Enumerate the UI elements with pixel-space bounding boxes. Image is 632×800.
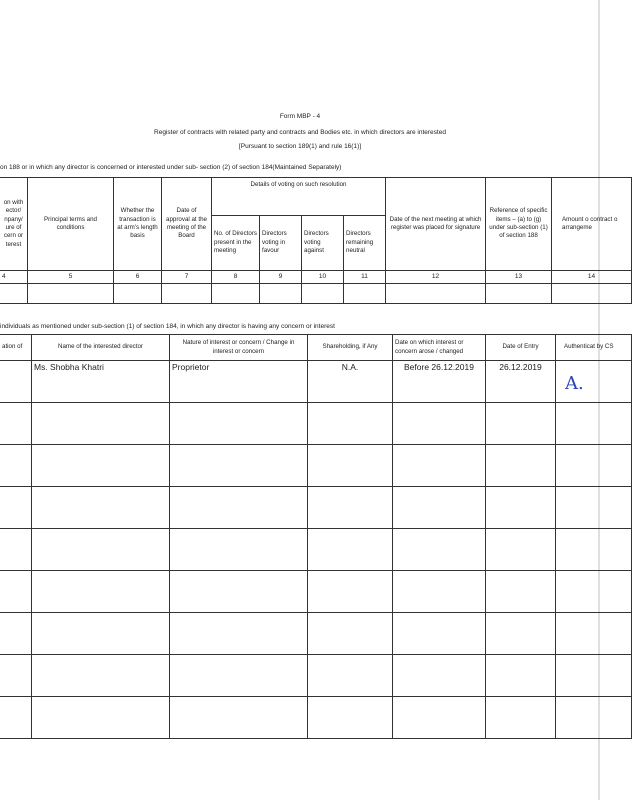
interested-directors-table	[0, 334, 632, 739]
handwritten-signature: A.	[565, 373, 584, 394]
table-row	[0, 529, 632, 571]
header-voting-details: Details of voting on such resolution	[212, 178, 386, 216]
date-of-entry-value: 26.12.2019	[486, 361, 556, 403]
column-number: 10	[302, 271, 344, 284]
header-nature-of-interest: Nature of interest or concern / Change in interest or concern	[170, 335, 308, 361]
section-reference: [Pursuant to section 189(1) and rule 16(1)]	[238, 143, 362, 150]
column-number: 6	[114, 271, 162, 284]
header-nature-of-concern: on with ector/ npany/ ure of cern or terest	[0, 178, 28, 271]
table-row	[0, 445, 632, 487]
header-location: ation of	[0, 335, 32, 361]
header-directors-against: Directors voting against	[302, 216, 344, 271]
nature-of-interest: Proprietor	[170, 361, 308, 403]
table-row	[0, 284, 632, 304]
contracts-table	[0, 177, 632, 304]
part-b-caption: individuals as mentioned under sub-section (1) of section 184, in which any director is having any concern or interest	[0, 323, 335, 330]
column-number: 9	[260, 271, 302, 284]
header-shareholding: Shareholding, if Any	[308, 335, 393, 361]
table-row	[0, 361, 632, 403]
header-interested-director: Name of the interested director	[32, 335, 170, 361]
header-directors-present: No. of Directors present in the meeting	[212, 216, 260, 271]
part-a-caption: on 188 or in which any director is concerned or interested under sub- section (2) of section 184(Maintained Separately)	[0, 164, 342, 171]
header-date-arose: Date on which interest or concern arose / changed	[393, 335, 486, 361]
column-number: 13	[486, 271, 552, 284]
shareholding-value: N.A.	[308, 361, 393, 403]
column-number: 14	[552, 271, 632, 284]
column-number: 8	[212, 271, 260, 284]
table-row	[0, 403, 632, 445]
header-next-meeting-date: Date of the next meeting at which register was placed for signature	[386, 178, 486, 271]
header-authentication: Authenticat by CS	[556, 335, 632, 361]
column-number: 4	[0, 271, 28, 284]
header-directors-neutral: Directors remaining neutral	[344, 216, 386, 271]
header-date-of-approval: Date of approval at the meeting of the Board	[162, 178, 212, 271]
column-number: 12	[386, 271, 486, 284]
header-directors-favour: Directors voting in favour	[260, 216, 302, 271]
header-reference-items: Reference of specific items – (a) to (g) under sub-section (1) of section 188	[486, 178, 552, 271]
row-location	[0, 361, 32, 403]
header-principal-terms: Principal terms and conditions	[28, 178, 114, 271]
form-number: Form MBP - 4	[279, 113, 321, 120]
header-arms-length: Whether the transaction is at arm's length basis	[114, 178, 162, 271]
column-number-row	[0, 271, 632, 284]
column-number: 5	[28, 271, 114, 284]
director-name: Ms. Shobha Khatri	[32, 361, 170, 403]
table-row	[0, 655, 632, 697]
table-row	[0, 571, 632, 613]
date-arose-value: Before 26.12.2019	[393, 361, 486, 403]
table-row	[0, 613, 632, 655]
header-date-of-entry: Date of Entry	[486, 335, 556, 361]
column-number: 7	[162, 271, 212, 284]
table-row	[0, 697, 632, 739]
column-number: 11	[344, 271, 386, 284]
table-row	[0, 487, 632, 529]
header-amount-of-contract: Amount o contract o arrangeme	[552, 178, 632, 271]
register-title: Register of contracts with related party and contracts and Bodies etc. in which directors are interested	[154, 129, 446, 136]
